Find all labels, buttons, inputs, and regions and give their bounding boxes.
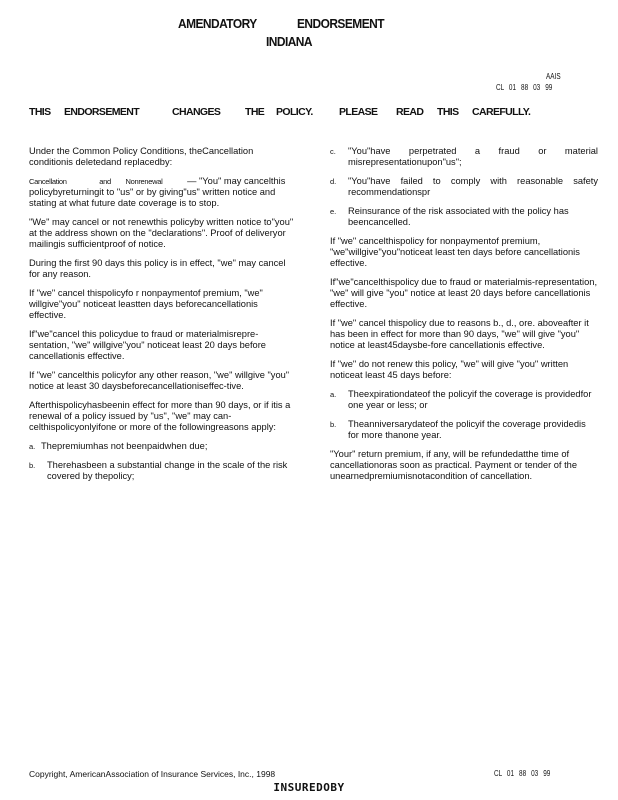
paragraph: If "we" cancel thispolicyfo r nonpaymentof premium, "we" willgive"you" noticeat leastten days beforecancellationis effective. [29, 288, 263, 320]
paragraph: Afterthispolicyhasbeenin effect for more than 90 days, or if itis a renewal of a policy issued by "us", "we" may can-celthispolicyonlyifone or more of the followingreasons apply: [29, 400, 291, 432]
paragraph: "We" may cancel or not renewthis policyby written notice to"you" at the address shown on the "declarations". Proof of deliveryor mailingis sufficientproof of notice. [29, 217, 294, 249]
org-code: AAIS [546, 72, 561, 81]
list-item-label: a. [29, 442, 36, 451]
paragraph: If "we" cancelthis policyfor any other reason, "we" willgive "you" notice at least 30 daysbeforecancellationiseffec-tive. [29, 370, 290, 391]
list-item [29, 460, 297, 482]
list-item [330, 206, 598, 228]
banner-word: PLEASE [339, 106, 378, 118]
list-item-label: a. [330, 390, 337, 399]
list-item-text: Theexpirationdateof the policyif the coverage is providedfor one year or less; or [348, 389, 592, 410]
copyright-notice: Copyright, AmericanAssociation of Insurance Services, Inc., 1998 [29, 769, 276, 779]
banner-word: THIS [29, 106, 51, 118]
list-item-label: d. [330, 177, 337, 186]
list-item-text: Theanniversarydateof the policyif the coverage providedis for more thanone year. [348, 419, 586, 440]
list-item-label: c. [330, 147, 336, 156]
list-item [330, 389, 598, 411]
heading-word: Cancellation [29, 177, 67, 186]
list-item-label: b. [330, 420, 337, 429]
right-column [330, 146, 598, 490]
paragraph: If"we"cancel this policydue to fraud or materialmisrepre-sentation, "we" willgive"you" noticeat least 20 days before cancellationis effective. [29, 329, 266, 361]
list-item-text: "You"have perpetrated a fraud or material misrepresentationupon"us"; [348, 146, 598, 167]
title-word-amendatory: AMENDATORY [178, 16, 257, 31]
list-item [330, 146, 598, 168]
title-word-endorsement: ENDORSEMENT [297, 16, 384, 31]
form-number-footer: CL 01 88 03 99 [494, 769, 551, 778]
heading-word: and [99, 177, 111, 186]
heading-text: — "You" may cancelthis policybyreturningit to "us" or by giving"us" written notice and stating at what future date coverage is to stop. [29, 176, 286, 208]
paragraph: If"we"cancelthispolicy due to fraud or materialmis-representation, "we" will give "you" notice at least 20 days before cancellationis effective. [330, 277, 598, 309]
form-number-header: CL 01 88 03 99 [496, 83, 553, 92]
banner-word: CAREFULLY. [472, 106, 531, 118]
list-item-text: Reinsurance of the risk associated with the policy has beencancelled. [348, 206, 569, 227]
list-item-label: b. [29, 461, 36, 470]
list-item [29, 441, 297, 452]
paragraph: If "we" cancel thispolicy due to reasons b., d., ore. aboveafter it has been in effect for more than 90 days, "we" will give "you" notice at least45daysbe-fore cancellationis effective. [330, 318, 589, 350]
banner-word: ENDORSEMENT [64, 106, 140, 118]
state-title: INDIANA [266, 34, 312, 49]
watermark-text: INSUREDOBY [273, 781, 345, 794]
list-item-text: "You"have failed to comply with reasonable safety recommendationspr [348, 176, 598, 197]
banner-word: CHANGES [172, 106, 221, 118]
paragraph: If "we" cancelthispolicy for nonpaymentof premium, "we"willgive"you"noticeat least ten days before cancellationis effective. [330, 236, 580, 268]
banner-word: THIS [437, 106, 459, 118]
intro-paragraph: Under the Common Policy Conditions, theCancellation conditionis deletedand replacedby: [29, 146, 254, 167]
list-item [330, 419, 598, 441]
cancellation-heading-paragraph [29, 176, 297, 209]
closing-paragraph: "Your" return premium, if any, will be refundedatthe time of cancellationoras soon as practical. Payment or tender of the unearnedpremiumisnotacondition of cancellation. [330, 449, 578, 481]
list-item-label: e. [330, 207, 337, 216]
list-item-text: Thepremiumhas not beenpaidwhen due; [41, 441, 208, 451]
banner-word: THE [245, 106, 265, 118]
paragraph: During the first 90 days this policy is in effect, "we" may cancel for any reason. [29, 258, 286, 279]
heading-word: Nonrenewal [125, 177, 163, 186]
list-item-text: Therehasbeen a substantial change in the scale of the risk covered by thepolicy; [47, 460, 288, 481]
banner-word: POLICY. [276, 106, 313, 118]
paragraph: If "we" do not renew this policy, "we" will give "you" written noticeat least 45 days before: [330, 359, 569, 380]
list-item [330, 176, 598, 198]
banner-word: READ [396, 106, 424, 118]
left-column [29, 146, 297, 490]
